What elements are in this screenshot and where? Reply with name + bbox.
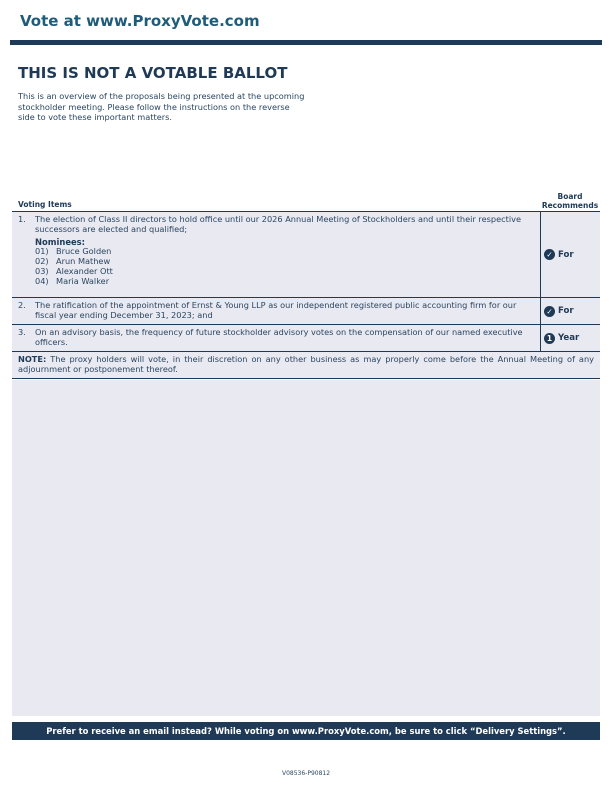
check-icon: ✓ bbox=[544, 249, 555, 260]
document-code: V08536-P90812 bbox=[281, 770, 331, 777]
nominee-name: Alexander Ott bbox=[56, 265, 113, 276]
nominee-name: Arun Mathew bbox=[56, 256, 111, 267]
board-recommends-line2: Recommends bbox=[541, 201, 599, 210]
check-icon: ✓ bbox=[544, 306, 555, 317]
item-number: 1. bbox=[18, 214, 26, 224]
recommendation-label: For bbox=[558, 306, 574, 316]
nominee-number: 03) bbox=[35, 265, 49, 276]
voting-items-table bbox=[12, 211, 600, 379]
note-label: NOTE: bbox=[18, 354, 47, 364]
board-recommendation bbox=[540, 325, 600, 351]
recommendation-label: Year bbox=[558, 333, 580, 343]
nominee-number: 01) bbox=[35, 246, 49, 257]
item-number: 3. bbox=[18, 327, 26, 337]
board-recommends-line1: Board bbox=[557, 192, 583, 201]
recommendation-label: For bbox=[558, 249, 574, 260]
note bbox=[12, 352, 600, 379]
board-recommends-header bbox=[540, 192, 600, 210]
ballot-title: THIS IS NOT A VOTABLE BALLOT bbox=[18, 64, 288, 82]
header-divider bbox=[10, 40, 602, 45]
item-number: 2. bbox=[18, 300, 26, 310]
voting-item-row bbox=[12, 325, 600, 352]
board-recommendation bbox=[540, 298, 600, 324]
header-title: Vote at www.ProxyVote.com bbox=[20, 12, 260, 30]
voting-item-1 bbox=[12, 212, 540, 297]
email-delivery-banner: Prefer to receive an email instead? While voting on www.ProxyVote.com, be sure to click “Delivery Settings”. bbox=[12, 722, 600, 740]
voting-item-2 bbox=[12, 298, 540, 324]
item-text: The ratification of the appointment of Ernst & Young LLP as our independent registered public accounting firm for our fiscal year ending December 31, 2023; and bbox=[35, 300, 517, 320]
voting-item-row bbox=[12, 298, 600, 325]
nominee bbox=[18, 277, 536, 287]
board-recommendation bbox=[540, 212, 600, 297]
nominee-name: Bruce Golden bbox=[56, 246, 112, 257]
number-one-icon: 1 bbox=[544, 333, 555, 344]
voting-items-header: Voting Items bbox=[18, 200, 72, 209]
voting-item-row bbox=[12, 211, 600, 298]
voting-item-3 bbox=[12, 325, 540, 351]
nominee-number: 02) bbox=[35, 256, 49, 267]
item-text: On an advisory basis, the frequency of future stockholder advisory votes on the compensation of our named executive officers. bbox=[35, 327, 523, 347]
nominee-number: 04) bbox=[35, 275, 49, 286]
item-text: The election of Class II directors to hold office until our 2026 Annual Meeting of Stockholders and until their respective successors are elected and qualified; bbox=[35, 214, 521, 234]
blank-panel bbox=[12, 380, 600, 716]
note-text: The proxy holders will vote, in their discretion on any other business as may properly come before the Annual Meeting of any adjournment or postponement thereof. bbox=[18, 354, 594, 374]
nominee-name: Maria Walker bbox=[56, 275, 110, 286]
ballot-intro: This is an overview of the proposals being presented at the upcoming stockholder meeting. Please follow the instructions on the reverse side to vote these important matters. bbox=[18, 91, 305, 123]
nominees-label: Nominees: bbox=[35, 236, 86, 247]
